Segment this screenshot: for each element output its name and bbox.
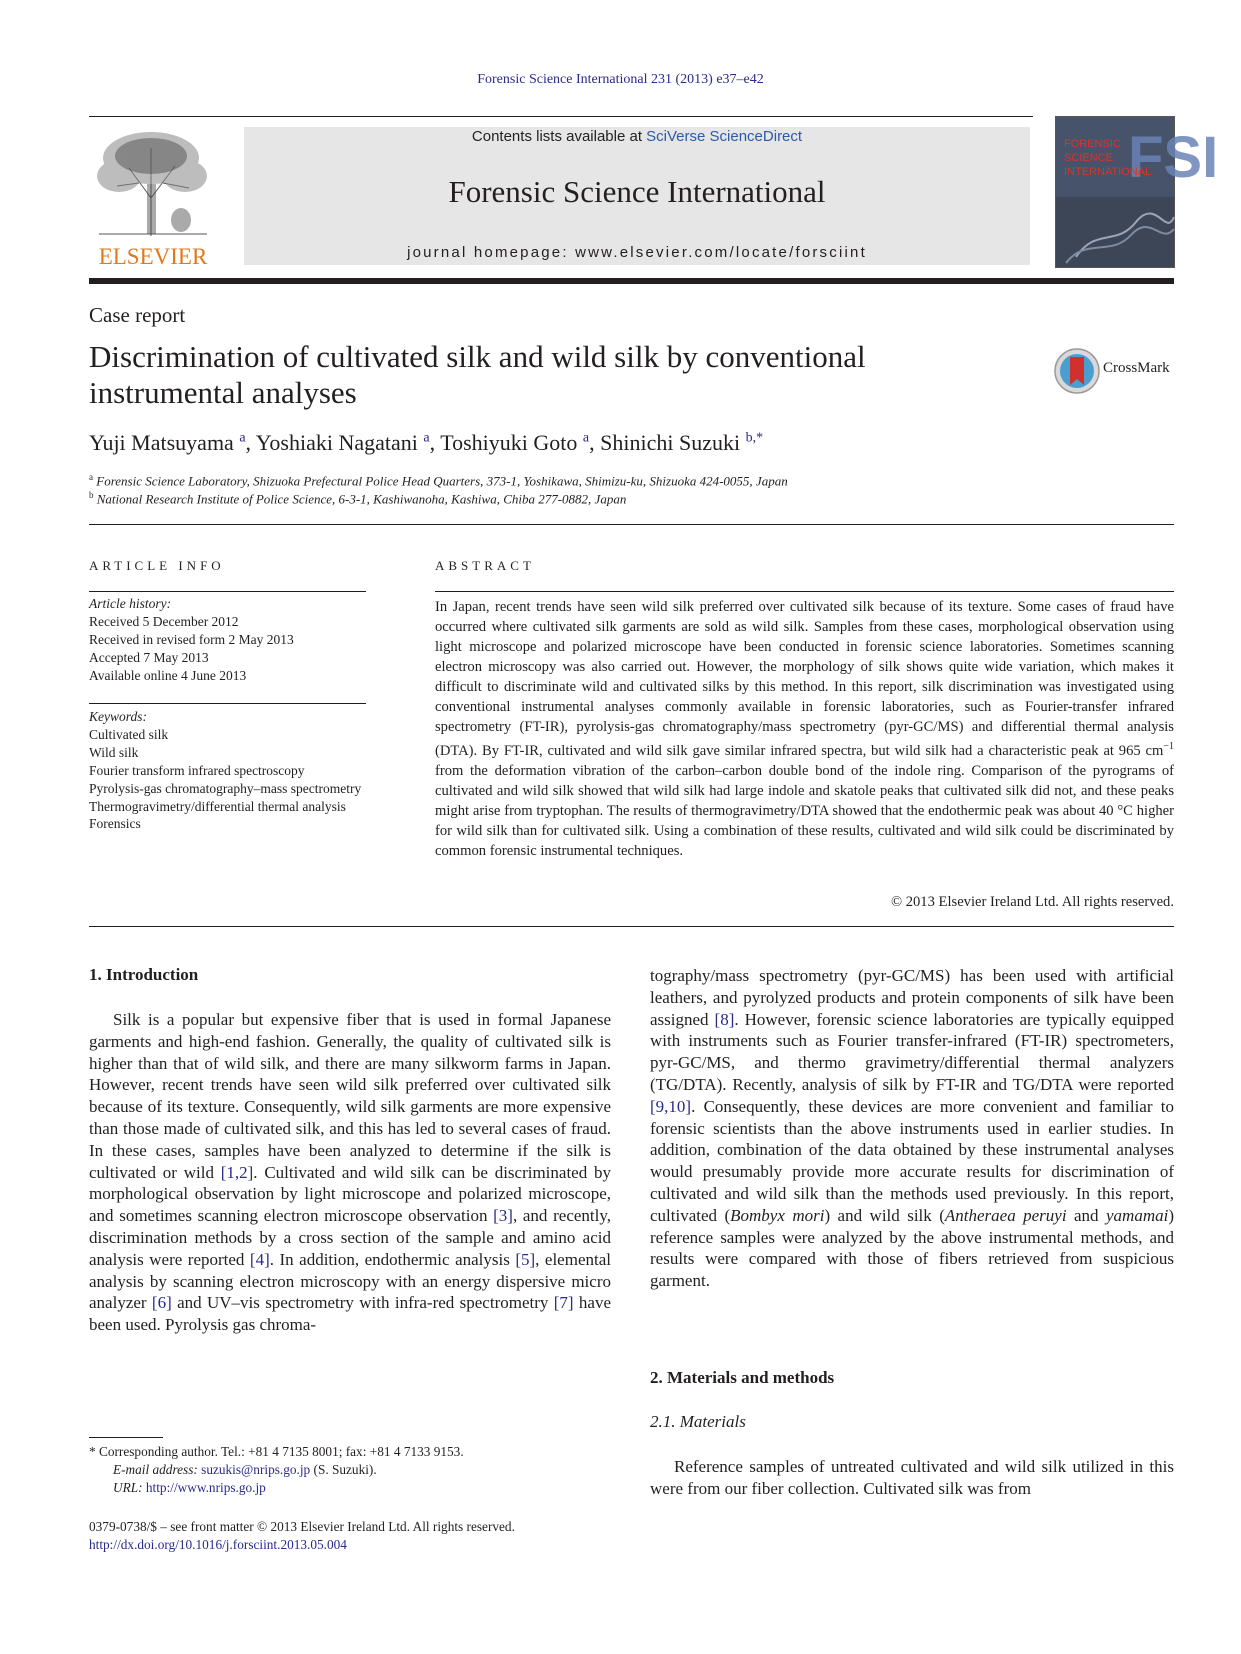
species-name: Antheraea peruyi [944, 1205, 1067, 1225]
url-label: URL: [113, 1480, 143, 1495]
crossmark-icon [1053, 347, 1101, 395]
corresponding-author-footnote [89, 1443, 649, 1497]
homepage-link[interactable]: www.elsevier.com/locate/forsciint [575, 244, 867, 261]
text-run: , and recently, discrimination methods by a cross section of the sample and amino acid analysis were reported [89, 1206, 611, 1269]
text-run: tography/mass spectrometry (pyr-GC/MS) has been used with artificial leathers, and pyrolyzed products and protein components of silk have been assigned [650, 966, 1174, 1029]
abstract-rule [435, 591, 1174, 592]
email-link[interactable]: suzukis@nrips.go.jp [201, 1462, 311, 1477]
journal-homepage [244, 244, 1030, 261]
text-run: and UV–vis spectrometry with infra-red spectrometry [171, 1293, 554, 1313]
svg-text:INTERNATIONAL: INTERNATIONAL [1064, 166, 1152, 178]
abstract-part: from the deformation vibration of the carbon–carbon double bond of the indole ring. Comparison of the pyrograms of cultivated and wild silk showed that wild silk had large indole and skatole peaks that cultivated silk did not, and these peaks might arise from tryptophan. The results of thermogravimetry/DTA showed that the endothermic peak was about 40 °C higher for wild silk than for cultivated silk. Using a combination of these results, cultivated and wild silk could be discriminated by common forensic instrumental techniques. [435, 762, 1174, 859]
crossmark-label: CrossMark [1103, 360, 1170, 376]
cover-letters: FSI [1128, 125, 1219, 190]
section-heading-introduction: 1. Introduction [89, 965, 199, 984]
keyword: Forensics [89, 816, 141, 832]
introduction-continuation [650, 965, 1174, 1292]
text-run: have been used. Pyrolysis gas chroma- [89, 1293, 611, 1335]
keyword: Pyrolysis-gas chromatography–mass spectrometry [89, 780, 362, 796]
author-affiliation-marker[interactable]: a [239, 430, 246, 446]
affiliation-rule [89, 524, 1174, 525]
top-rule [89, 116, 1033, 117]
author-affiliation-marker[interactable]: a [582, 430, 590, 446]
text-run: . Consequently, these devices are more convenient and familiar to forensic scientists than the above instruments used in earlier studies. In addition, combination of the data obtained by these instrumental analyses would presumably provide more accurate results for discrimination of cultivated and wild silk than the methods used previously. In this report, cultivated ( [650, 1096, 1174, 1225]
email-suffix: (S. Suzuki). [310, 1462, 377, 1477]
subsection-heading-materials: 2.1. Materials [650, 1412, 746, 1431]
header-thick-rule [89, 278, 1174, 284]
introduction-continuation-text [650, 965, 1174, 1292]
keyword: Cultivated silk [89, 726, 169, 742]
text-run: and [1066, 1205, 1106, 1225]
affiliation-text: National Research Institute of Police Science, 6-3-1, Kashiwanoha, Kashiwa, Chiba 277-0882, Japan [96, 491, 627, 507]
abstract-bottom-rule [89, 926, 1174, 927]
doi-link[interactable]: http://dx.doi.org/10.1016/j.forsciint.2013.05.004 [89, 1537, 347, 1552]
species-name: yamamai [1106, 1205, 1169, 1225]
url-link[interactable]: http://www.nrips.go.jp [145, 1480, 266, 1495]
text-run: ) and wild silk ( [824, 1205, 945, 1225]
keyword: Fourier transform infrared spectroscopy [89, 762, 305, 778]
introduction-paragraph [89, 1009, 611, 1336]
front-matter [89, 1518, 689, 1554]
citation-link[interactable]: [8] [714, 1009, 735, 1029]
author-name: Yuji Matsuyama [89, 430, 234, 455]
species-name: Bombyx mori [730, 1205, 825, 1225]
text-run: . However, forensic science laboratories are typically equipped with instruments such as Fourier transfer-infrared (FT-IR) spectrometers, pyr-GC/MS, and thermo gravimetry/differential thermal analyzers (TG/DTA). Recently, analysis of silk by FT-IR and TG/DTA were reported [650, 1009, 1174, 1094]
text-run: . Cultivated and wild silk can be discriminated by morphological observation by light microscope and polarized microscope, and sometimes scanning electron microscope observation [89, 1162, 611, 1226]
svg-text:SCIENCE: SCIENCE [1064, 152, 1113, 164]
author-name: Toshiyuki Goto [440, 430, 578, 455]
journal-title: Forensic Science International [448, 174, 826, 209]
article-history [89, 595, 366, 685]
affiliation-a [89, 472, 788, 489]
contents-availability [244, 128, 1030, 145]
corresponding-author: * Corresponding author. Tel.: +81 4 7135 8001; fax: +81 4 7133 9153. [89, 1444, 464, 1459]
contents-prefix: Contents lists available at [471, 128, 647, 145]
text-run: Silk is a popular but expensive fiber that is used in formal Japanese garments and high-end fashion. Generally, the quality of cultivated silk is higher than that of wild silk, and there are many silkworm farms in Japan. However, recent trends have seen wild silk preferred over cultivated silk because of its texture. Consequently, wild silk garments are more expensive than those made of cultivated silk, and this has led to several cases of fraud. In these cases, samples have been analyzed to determine if the silk is cultivated or wild [89, 1010, 611, 1182]
affiliation-marker: a [89, 472, 93, 482]
abstract-part: In Japan, recent trends have seen wild silk preferred over cultivated silk because of its texture. Some cases of fraud have occurred where cultivated silk garments are sold as wild silk. Samples from these cases, morphological observation using light microscope and polarized microscope have been conducted in forensic science laboratories. Sometimes scanning electron microscopy was also carried out. However, the morphology of silk shows quite wide variation, which makes it difficult to discriminate wild and cultivated silks by this method. In this report, silk discrimination was investigated using conventional instrumental analyses commonly available in forensic laboratories, such as Fourier-transfer infrared spectrometry (FT-IR), pyrolysis-gas chromatography/mass spectrometry (pyr-GC/MS) and differential thermal analysis (DTA). By FT-IR, cultivated and wild silk gave similar infrared spectra, but wild silk had a characteristic peak at 965 cm [435, 599, 1174, 759]
abstract-copyright: © 2013 Elsevier Ireland Ltd. All rights reserved. [890, 894, 1174, 910]
abstract-superscript: −1 [1163, 741, 1174, 752]
citation-link[interactable]: [5] [515, 1249, 536, 1269]
email-label: E-mail address: [113, 1462, 198, 1477]
citation-link[interactable]: [4] [249, 1249, 270, 1269]
text-run: , elemental analysis by scanning electron microscopy with an energy dispersive micro analyzer [89, 1249, 611, 1313]
keywords-list [89, 708, 366, 833]
article-info-rule [89, 591, 366, 592]
author-name: Yoshiaki Nagatani [255, 430, 418, 455]
article-title: Discrimination of cultivated silk and wild silk by conventional instrumental analyses [89, 339, 866, 410]
keywords-label: Keywords: [89, 709, 147, 724]
history-item: Received in revised form 2 May 2013 [89, 632, 294, 647]
sciencedirect-link[interactable]: SciVerse ScienceDirect [646, 128, 803, 145]
history-item: Received 5 December 2012 [89, 614, 239, 629]
affiliation-text: Forensic Science Laboratory, Shizuoka Prefectural Police Head Quarters, 373-1, Yoshikawa, Shimizu-ku, Shizuoka 424-0055, Japan [96, 473, 788, 489]
journal-citation: Forensic Science International 231 (2013) e37–e42 [477, 72, 764, 87]
section-heading-materials-methods: 2. Materials and methods [650, 1368, 835, 1387]
citation-link[interactable]: [6] [151, 1293, 172, 1313]
history-item: Accepted 7 May 2013 [89, 650, 209, 665]
footnote-rule [89, 1437, 163, 1438]
affiliation-b [89, 490, 626, 507]
history-item: Available online 4 June 2013 [89, 668, 247, 683]
citation-link[interactable]: [9,10] [650, 1096, 692, 1116]
text-run: ) reference samples were analyzed by the above instrumental methods, and results were compared with those of fibers retrieved from suspicious garment. [650, 1205, 1174, 1291]
article-type: Case report [89, 303, 186, 327]
citation-link[interactable]: [7] [553, 1293, 574, 1313]
citation-link[interactable]: [1,2] [220, 1162, 254, 1182]
keyword: Thermogravimetry/differential thermal analysis [89, 798, 346, 814]
materials-paragraph [650, 1456, 1174, 1500]
text-run: . In addition, endothermic analysis [269, 1249, 516, 1269]
svg-text:FORENSIC: FORENSIC [1064, 138, 1121, 150]
abstract-heading: ABSTRACT [435, 558, 535, 573]
history-label: Article history: [89, 596, 172, 611]
keywords-rule [89, 703, 366, 704]
abstract-text [435, 597, 1174, 861]
author-list: Yuji Matsuyama $^a$, Yoshiaki Nagatani $^a$, Toshiyuki Goto $^a$, Shinichi Suzuki $^{b,*}$ [89, 430, 764, 455]
author-affiliation-marker[interactable]: b,* [745, 430, 764, 446]
introduction-text [89, 1009, 611, 1336]
front-matter-text: 0379-0738/$ – see front matter © 2013 Elsevier Ireland Ltd. All rights reserved. [89, 1519, 515, 1534]
citation-link[interactable]: [3] [493, 1206, 513, 1226]
author-affiliation-marker[interactable]: a [423, 430, 430, 446]
keyword: Wild silk [89, 744, 139, 760]
homepage-prefix: journal homepage: [407, 244, 576, 261]
journal-cover-image [1055, 116, 1219, 268]
author-name: Shinichi Suzuki [600, 430, 741, 455]
article-info-heading: ARTICLE INFO [89, 558, 225, 573]
affiliation-marker: b [89, 490, 94, 500]
materials-text: Reference samples of untreated cultivated and wild silk utilized in this were from our fiber collection. Cultivated silk was from [650, 1457, 1174, 1498]
elsevier-wordmark: ELSEVIER [98, 244, 208, 269]
